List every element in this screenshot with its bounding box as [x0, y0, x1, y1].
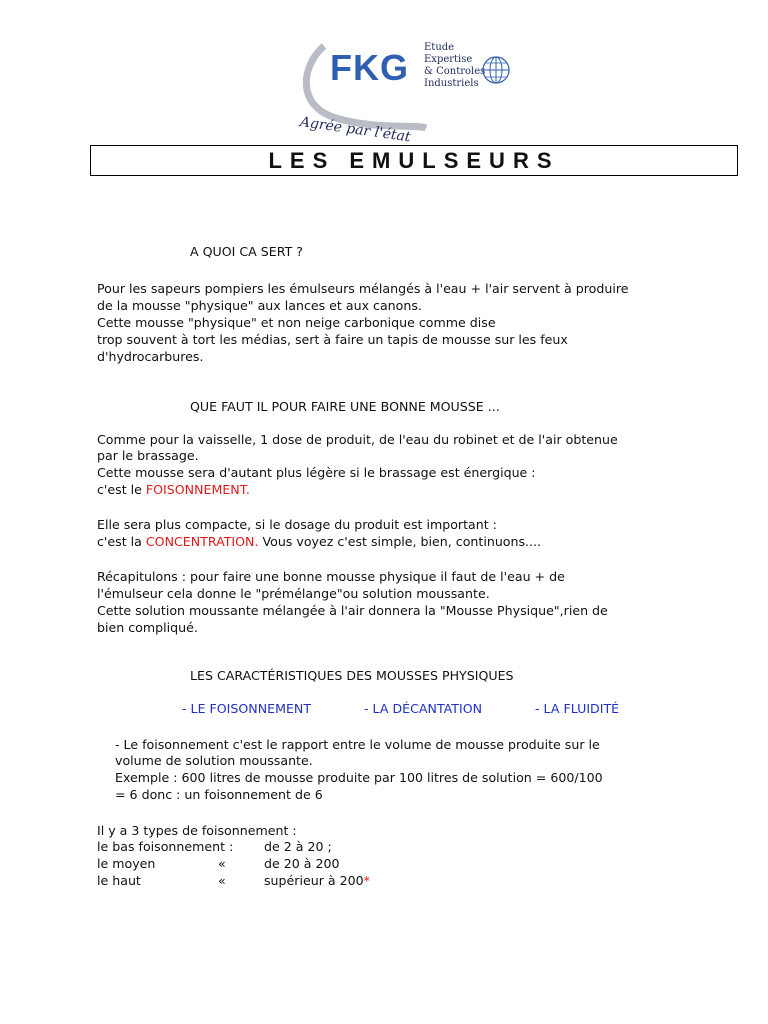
text-segment: supérieur à 200 — [264, 873, 364, 888]
paragraph-line: Comme pour la vaisselle, 1 dose de produit, de l'eau du robinet et de l'air obtenue — [97, 432, 618, 447]
paragraph-line: volume de solution moussante. — [115, 753, 313, 768]
paragraph-line: bien compliqué. — [97, 620, 198, 635]
paragraph-line: Il y a 3 types de foisonnement : — [97, 823, 297, 838]
paragraph-line — [97, 533, 541, 550]
concentration-keyword: CONCENTRATION. — [145, 534, 259, 549]
paragraph-line: Exemple : 600 litres de mousse produite par 100 litres de solution = 600/100 — [115, 770, 603, 785]
logo-line: Industriels — [424, 78, 479, 89]
page-title: LES EMULSEURS — [90, 145, 738, 176]
paragraph-line: Cette mousse "physique" et non neige carbonique comme dise — [97, 315, 496, 330]
characteristic-item: - LA FLUIDITÉ — [535, 701, 620, 716]
paragraph-line: Cette mousse sera d'autant plus légère si le brassage est énergique : — [97, 465, 536, 480]
paragraph-line: de la mousse "physique" aux lances et aux canons. — [97, 298, 422, 313]
foisonnement-keyword: FOISONNEMENT. — [145, 482, 250, 497]
characteristic-item: - LA DÉCANTATION — [364, 701, 483, 716]
paragraph-line — [97, 481, 250, 498]
ditto-mark: « — [218, 856, 226, 871]
text-segment: c'est le — [97, 482, 146, 497]
paragraph-line: trop souvent à tort les médias, sert à faire un tapis de mousse sur les feux — [97, 332, 568, 347]
logo-line: & Controles — [424, 66, 486, 77]
paragraph-line: Cette solution moussante mélangée à l'air donnera la "Mousse Physique",rien de — [97, 603, 608, 618]
logo-line: Etude — [424, 42, 455, 53]
section-heading: A QUOI CA SERT ? — [190, 244, 303, 259]
globe-icon — [483, 57, 509, 83]
text-segment: Vous voyez c'est simple, bien, continuons.... — [258, 534, 542, 549]
type-name: le haut — [97, 873, 141, 888]
logo-brand: FKG — [330, 47, 409, 88]
logo-line: Expertise — [424, 54, 473, 65]
paragraph-line: d'hydrocarbures. — [97, 349, 204, 364]
text-segment: c'est la — [97, 534, 146, 549]
ditto-mark: « — [218, 873, 226, 888]
company-logo — [296, 36, 536, 146]
type-name: le bas foisonnement : — [97, 839, 234, 854]
paragraph-line: Récapitulons : pour faire une bonne mousse physique il faut de l'eau + de — [97, 569, 565, 584]
paragraph-line: l'émulseur cela donne le "prémélange"ou solution moussante. — [97, 586, 490, 601]
section-heading: LES CARACTÉRISTIQUES DES MOUSSES PHYSIQUES — [190, 668, 514, 683]
type-value: de 2 à 20 ; — [264, 839, 332, 854]
paragraph-line: Pour les sapeurs pompiers les émulseurs mélangés à l'eau + l'air servent à produire — [97, 281, 629, 296]
type-name: le moyen — [97, 856, 156, 871]
section-heading: QUE FAUT IL POUR FAIRE UNE BONNE MOUSSE ... — [190, 399, 500, 414]
type-value — [264, 872, 370, 889]
paragraph-line: Elle sera plus compacte, si le dosage du produit est important : — [97, 517, 497, 532]
type-value: de 20 à 200 — [264, 856, 340, 871]
paragraph-line: = 6 donc : un foisonnement de 6 — [115, 787, 323, 802]
footnote-asterisk: * — [363, 873, 370, 888]
logo-subtitle — [424, 42, 485, 90]
paragraph-line: - Le foisonnement c'est le rapport entre le volume de mousse produite sur le — [115, 737, 600, 752]
paragraph-line: par le brassage. — [97, 448, 199, 463]
characteristic-item: - LE FOISONNEMENT — [182, 701, 312, 716]
logo-tagline: Agrée par l'état — [298, 114, 412, 146]
